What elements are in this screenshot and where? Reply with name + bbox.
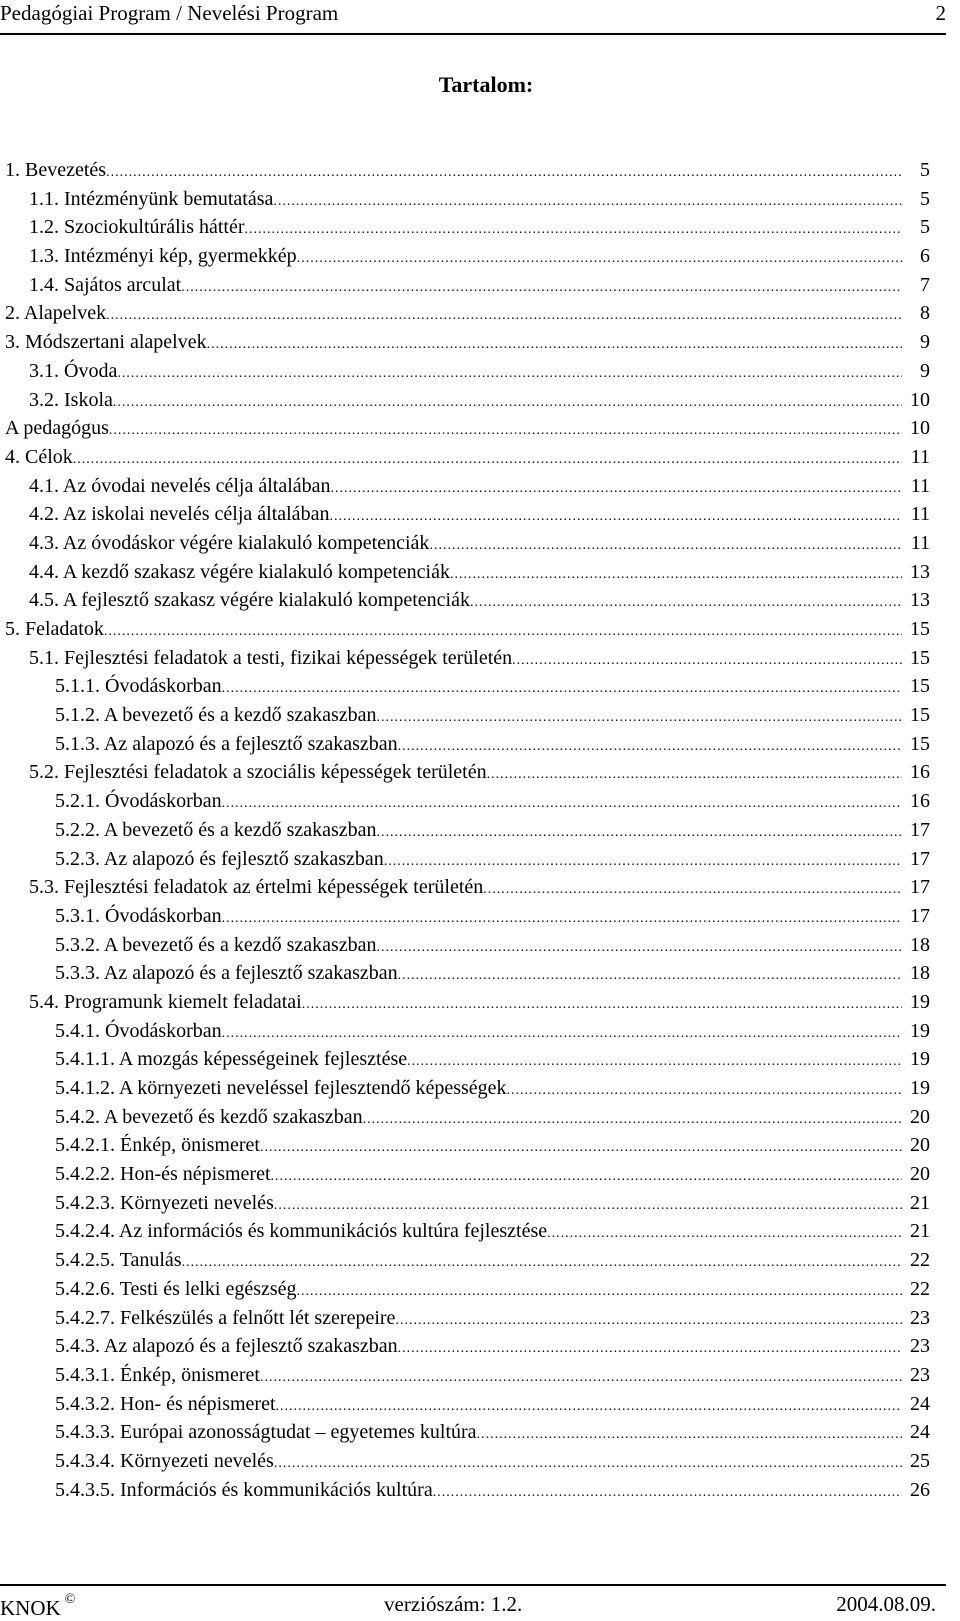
- toc-entry[interactable]: [5, 1189, 930, 1218]
- toc-leader-dots: [297, 1278, 902, 1307]
- toc-entry[interactable]: [5, 1275, 930, 1304]
- toc-entry-page: 16: [910, 761, 930, 784]
- toc-leader-dots: [470, 589, 902, 618]
- toc-entry-title: 5.4.3. Az alapozó és a fejlesztő szakaszban: [55, 1335, 398, 1358]
- toc-leader-dots: [477, 1421, 902, 1450]
- toc-entry-page: 7: [920, 273, 930, 296]
- footer-org-name: KNOK: [0, 1596, 61, 1620]
- toc-leader-dots: [182, 1249, 902, 1278]
- toc-entry-title: 1. Bevezetés: [5, 159, 107, 181]
- toc-entry[interactable]: [5, 902, 930, 931]
- toc-entry-title: 5.4.2.1. Énkép, önismeret: [55, 1134, 260, 1157]
- toc-entry-title: 5. Feladatok: [5, 618, 104, 640]
- toc-leader-dots: [222, 905, 902, 934]
- toc-entry-title: 1.2. Szociokultúrális háttér: [29, 216, 245, 239]
- toc-entry-page: 18: [910, 933, 930, 956]
- toc-leader-dots: [260, 1364, 902, 1393]
- toc-entry[interactable]: [5, 271, 930, 300]
- toc-entry-title: 5.1. Fejlesztési feladatok a testi, fizikai képességek területén: [29, 646, 513, 669]
- footer-organization: [0, 1592, 75, 1621]
- toc-entry[interactable]: [5, 1246, 930, 1275]
- toc-entry[interactable]: [5, 242, 930, 271]
- toc-entry-page: 11: [910, 503, 930, 526]
- toc-leader-dots: [106, 159, 902, 188]
- toc-leader-dots: [398, 962, 902, 991]
- toc-entry[interactable]: [5, 213, 930, 242]
- toc-entry[interactable]: [5, 1103, 930, 1132]
- toc-leader-dots: [384, 848, 902, 877]
- toc-entry[interactable]: [5, 873, 930, 902]
- toc-leader-dots: [433, 1479, 902, 1508]
- toc-leader-dots: [109, 417, 902, 446]
- toc-entry-page: 22: [910, 1249, 930, 1272]
- toc-entry[interactable]: [5, 787, 930, 816]
- toc-entry-title: 5.3.2. A bevezető és a kezdő szakaszban: [55, 933, 377, 956]
- toc-entry-page: 19: [910, 1048, 930, 1071]
- toc-entry[interactable]: [5, 472, 930, 501]
- toc-entry-title: 5.2.3. Az alapozó és fejlesztő szakaszban: [55, 847, 384, 870]
- toc-entry-title: 5.2. Fejlesztési feladatok a szociális képességek területén: [29, 761, 487, 784]
- toc-entry[interactable]: [5, 185, 930, 214]
- toc-entry[interactable]: [5, 672, 930, 701]
- toc-entry-title: 4.1. Az óvodai nevelés célja általában: [29, 474, 331, 497]
- toc-entry-page: 11: [910, 474, 930, 497]
- toc-leader-dots: [507, 1077, 902, 1106]
- footer-divider: [0, 1584, 946, 1586]
- toc-entry-page: 5: [920, 187, 930, 210]
- header-divider: [0, 33, 946, 35]
- toc-leader-dots: [407, 1048, 902, 1077]
- toc-entry[interactable]: [5, 1476, 930, 1505]
- footer-date: 2004.08.09.: [836, 1592, 936, 1616]
- toc-entry-title: A pedagógus: [5, 417, 109, 440]
- copyright-icon: ©: [64, 1592, 76, 1607]
- toc-entry[interactable]: [5, 1361, 930, 1390]
- toc-entry[interactable]: [5, 758, 930, 787]
- toc-entry[interactable]: [5, 414, 930, 443]
- toc-entry-page: 16: [910, 790, 930, 813]
- toc-leader-dots: [117, 360, 902, 389]
- table-of-contents: [5, 156, 930, 1504]
- toc-leader-dots: [113, 389, 902, 418]
- toc-entry[interactable]: [5, 328, 930, 357]
- toc-entry-title: 5.3.1. Óvodáskorban: [55, 904, 222, 927]
- toc-entry[interactable]: [5, 1017, 930, 1046]
- toc-entry-page: 19: [910, 1077, 930, 1099]
- toc-entry-title: 4.3. Az óvodáskor végére kialakuló kompetenciák: [29, 531, 430, 554]
- page-number: 2: [935, 1, 946, 25]
- toc-entry-title: 5.2.1. Óvodáskorban: [55, 790, 222, 813]
- toc-leader-dots: [271, 1163, 902, 1192]
- toc-entry[interactable]: [5, 357, 930, 386]
- toc-entry-page: 24: [910, 1421, 930, 1444]
- toc-leader-dots: [104, 618, 902, 647]
- toc-entry-title: 5.4.2.7. Felkészülés a felnőtt lét szerepeire: [55, 1306, 396, 1329]
- toc-leader-dots: [73, 446, 902, 475]
- toc-entry-title: 1.4. Sajátos arculat: [29, 273, 182, 296]
- toc-entry-page: 5: [920, 159, 930, 181]
- toc-entry-title: 5.4.2.6. Testi és lelki egészség: [55, 1277, 297, 1300]
- toc-entry-page: 15: [910, 646, 930, 669]
- toc-leader-dots: [487, 761, 902, 790]
- toc-entry[interactable]: [5, 1418, 930, 1447]
- toc-leader-dots: [512, 647, 902, 676]
- toc-entry-page: 8: [920, 302, 930, 325]
- toc-entry-page: 9: [920, 331, 930, 354]
- toc-entry-page: 21: [910, 1220, 930, 1243]
- toc-entry-title: 5.4.2.2. Hon-és népismeret: [55, 1163, 271, 1186]
- toc-leader-dots: [302, 991, 902, 1020]
- toc-entry-title: 5.1.2. A bevezető és a kezdő szakaszban: [55, 704, 377, 727]
- toc-leader-dots: [274, 1192, 902, 1221]
- toc-entry-title: 5.1.1. Óvodáskorban: [55, 675, 222, 698]
- toc-entry[interactable]: [5, 156, 930, 185]
- toc-entry-page: 21: [910, 1191, 930, 1214]
- toc-entry[interactable]: [5, 386, 930, 415]
- toc-leader-dots: [377, 934, 902, 963]
- toc-leader-dots: [329, 503, 902, 532]
- toc-entry[interactable]: [5, 1160, 930, 1189]
- toc-entry-page: 17: [910, 847, 930, 870]
- toc-entry[interactable]: [5, 529, 930, 558]
- toc-entry-page: 13: [910, 589, 930, 612]
- toc-entry-page: 20: [910, 1134, 930, 1157]
- toc-entry-title: 4.2. Az iskolai nevelés célja általában: [29, 503, 330, 526]
- toc-leader-dots: [483, 876, 902, 905]
- toc-leader-dots: [260, 1134, 902, 1163]
- toc-entry-page: 13: [910, 560, 930, 583]
- toc-entry[interactable]: [5, 959, 930, 988]
- toc-entry-title: 5.2.2. A bevezető és a kezdő szakaszban: [55, 818, 377, 841]
- toc-entry[interactable]: [5, 615, 930, 644]
- toc-leader-dots: [207, 331, 902, 360]
- toc-entry[interactable]: [5, 1304, 930, 1333]
- toc-entry-page: 15: [910, 618, 930, 640]
- toc-leader-dots: [398, 1335, 902, 1364]
- document-title: Pedagógiai Program / Nevelési Program: [0, 1, 339, 25]
- toc-entry[interactable]: [5, 644, 930, 673]
- toc-leader-dots: [297, 245, 902, 274]
- toc-leader-dots: [181, 274, 902, 303]
- toc-leader-dots: [395, 1307, 902, 1336]
- toc-entry-page: 10: [910, 388, 930, 411]
- toc-entry[interactable]: [5, 1045, 930, 1074]
- toc-entry[interactable]: [5, 1074, 930, 1103]
- toc-entry-title: 5.4.2.4. Az információs és kommunikációs kultúra fejlesztése: [55, 1220, 548, 1243]
- toc-entry[interactable]: [5, 701, 930, 730]
- toc-entry-page: 19: [910, 990, 930, 1013]
- toc-entry-page: 26: [910, 1478, 930, 1501]
- toc-entry[interactable]: [5, 845, 930, 874]
- toc-entry-page: 24: [910, 1392, 930, 1415]
- toc-entry[interactable]: [5, 1447, 930, 1476]
- toc-entry-page: 9: [920, 359, 930, 382]
- toc-entry[interactable]: [5, 988, 930, 1017]
- toc-entry[interactable]: [5, 1390, 930, 1419]
- toc-entry-title: 5.4. Programunk kiemelt feladatai: [29, 990, 302, 1013]
- toc-leader-dots: [429, 532, 902, 561]
- toc-entry-title: 5.4.2.3. Környezeti nevelés: [55, 1191, 274, 1214]
- toc-entry-page: 23: [910, 1306, 930, 1329]
- toc-entry-page: 17: [910, 876, 930, 899]
- toc-entry-page: 19: [910, 1019, 930, 1042]
- toc-entry-page: 15: [910, 704, 930, 727]
- toc-entry-title: 5.1.3. Az alapozó és a fejlesztő szakaszban: [55, 732, 398, 755]
- toc-entry-page: 5: [920, 216, 930, 239]
- toc-entry-page: 17: [910, 818, 930, 841]
- toc-entry-title: 5.3.3. Az alapozó és a fejlesztő szakaszban: [55, 962, 398, 985]
- toc-entry[interactable]: [5, 1131, 930, 1160]
- toc-heading: Tartalom:: [438, 72, 534, 97]
- toc-entry-page: 20: [910, 1105, 930, 1128]
- toc-entry-title: 5.4.3.1. Énkép, önismeret: [55, 1363, 260, 1386]
- toc-entry-title: 5.4.3.3. Európai azonosságtudat – egyetemes kultúra: [55, 1421, 477, 1444]
- toc-entry-title: 5.4.2. A bevezető és kezdő szakaszban: [55, 1105, 363, 1128]
- toc-leader-dots: [547, 1220, 902, 1249]
- toc-entry[interactable]: [5, 299, 930, 328]
- toc-leader-dots: [222, 1020, 902, 1049]
- toc-entry-page: 23: [910, 1335, 930, 1358]
- toc-entry[interactable]: [5, 443, 930, 472]
- toc-entry[interactable]: [5, 500, 930, 529]
- toc-entry-title: 5.3. Fejlesztési feladatok az értelmi képességek területén: [29, 876, 484, 899]
- toc-entry[interactable]: [5, 730, 930, 759]
- toc-entry-page: 10: [910, 417, 930, 440]
- toc-entry[interactable]: [5, 931, 930, 960]
- toc-leader-dots: [450, 561, 902, 590]
- toc-entry-title: 5.4.2.5. Tanulás: [55, 1249, 182, 1272]
- footer-version: verziószám: 1.2.: [384, 1592, 523, 1616]
- toc-entry-page: 17: [910, 904, 930, 927]
- toc-entry[interactable]: [5, 558, 930, 587]
- toc-leader-dots: [377, 704, 902, 733]
- toc-entry-title: 3.2. Iskola: [29, 388, 113, 411]
- toc-entry[interactable]: [5, 1332, 930, 1361]
- toc-leader-dots: [222, 675, 902, 704]
- toc-leader-dots: [363, 1106, 902, 1135]
- toc-entry-page: 11: [910, 445, 930, 468]
- toc-leader-dots: [276, 1393, 902, 1422]
- toc-leader-dots: [222, 790, 902, 819]
- toc-leader-dots: [274, 1450, 902, 1479]
- toc-entry-title: 3. Módszertani alapelvek: [5, 331, 207, 354]
- toc-leader-dots: [398, 733, 902, 762]
- toc-entry-title: 2. Alapelvek: [5, 302, 107, 325]
- toc-entry-page: 18: [910, 962, 930, 985]
- toc-entry-title: 4.5. A fejlesztő szakasz végére kialakuló kompetenciák: [29, 589, 470, 612]
- toc-entry-page: 15: [910, 732, 930, 755]
- toc-entry[interactable]: [5, 1217, 930, 1246]
- toc-leader-dots: [273, 188, 902, 217]
- toc-entry-page: 22: [910, 1277, 930, 1300]
- toc-leader-dots: [377, 819, 902, 848]
- toc-entry-page: 23: [910, 1363, 930, 1386]
- toc-entry-title: 4. Célok: [5, 445, 73, 468]
- toc-entry-page: 6: [920, 245, 930, 268]
- toc-entry-title: 4.4. A kezdő szakasz végére kialakuló kompetenciák: [29, 560, 450, 583]
- toc-leader-dots: [106, 302, 902, 331]
- toc-entry-title: 5.4.1.1. A mozgás képességeinek fejlesztése: [55, 1048, 408, 1071]
- toc-entry-title: 5.4.3.5. Információs és kommunikációs kultúra: [55, 1478, 433, 1501]
- toc-entry-page: 25: [910, 1449, 930, 1472]
- toc-entry-title: 5.4.1. Óvodáskorban: [55, 1019, 222, 1042]
- toc-entry[interactable]: [5, 816, 930, 845]
- toc-entry-title: 5.4.3.2. Hon- és népismeret: [55, 1392, 276, 1415]
- toc-entry-title: 1.1. Intézményünk bemutatása: [29, 187, 274, 210]
- toc-entry-title: 5.4.1.2. A környezeti neveléssel fejlesztendő képességek: [55, 1077, 507, 1099]
- page-header: [0, 0, 960, 34]
- toc-entry-title: 3.1. Óvoda: [29, 359, 118, 382]
- toc-entry-page: 20: [910, 1163, 930, 1186]
- toc-entry-page: 11: [910, 531, 930, 554]
- toc-leader-dots: [331, 475, 902, 504]
- toc-entry-page: 15: [910, 675, 930, 698]
- toc-entry[interactable]: [5, 586, 930, 615]
- toc-entry-title: 5.4.3.4. Környezeti nevelés: [55, 1449, 274, 1472]
- toc-entry-title: 1.3. Intézményi kép, gyermekkép: [29, 245, 297, 268]
- toc-leader-dots: [245, 216, 902, 245]
